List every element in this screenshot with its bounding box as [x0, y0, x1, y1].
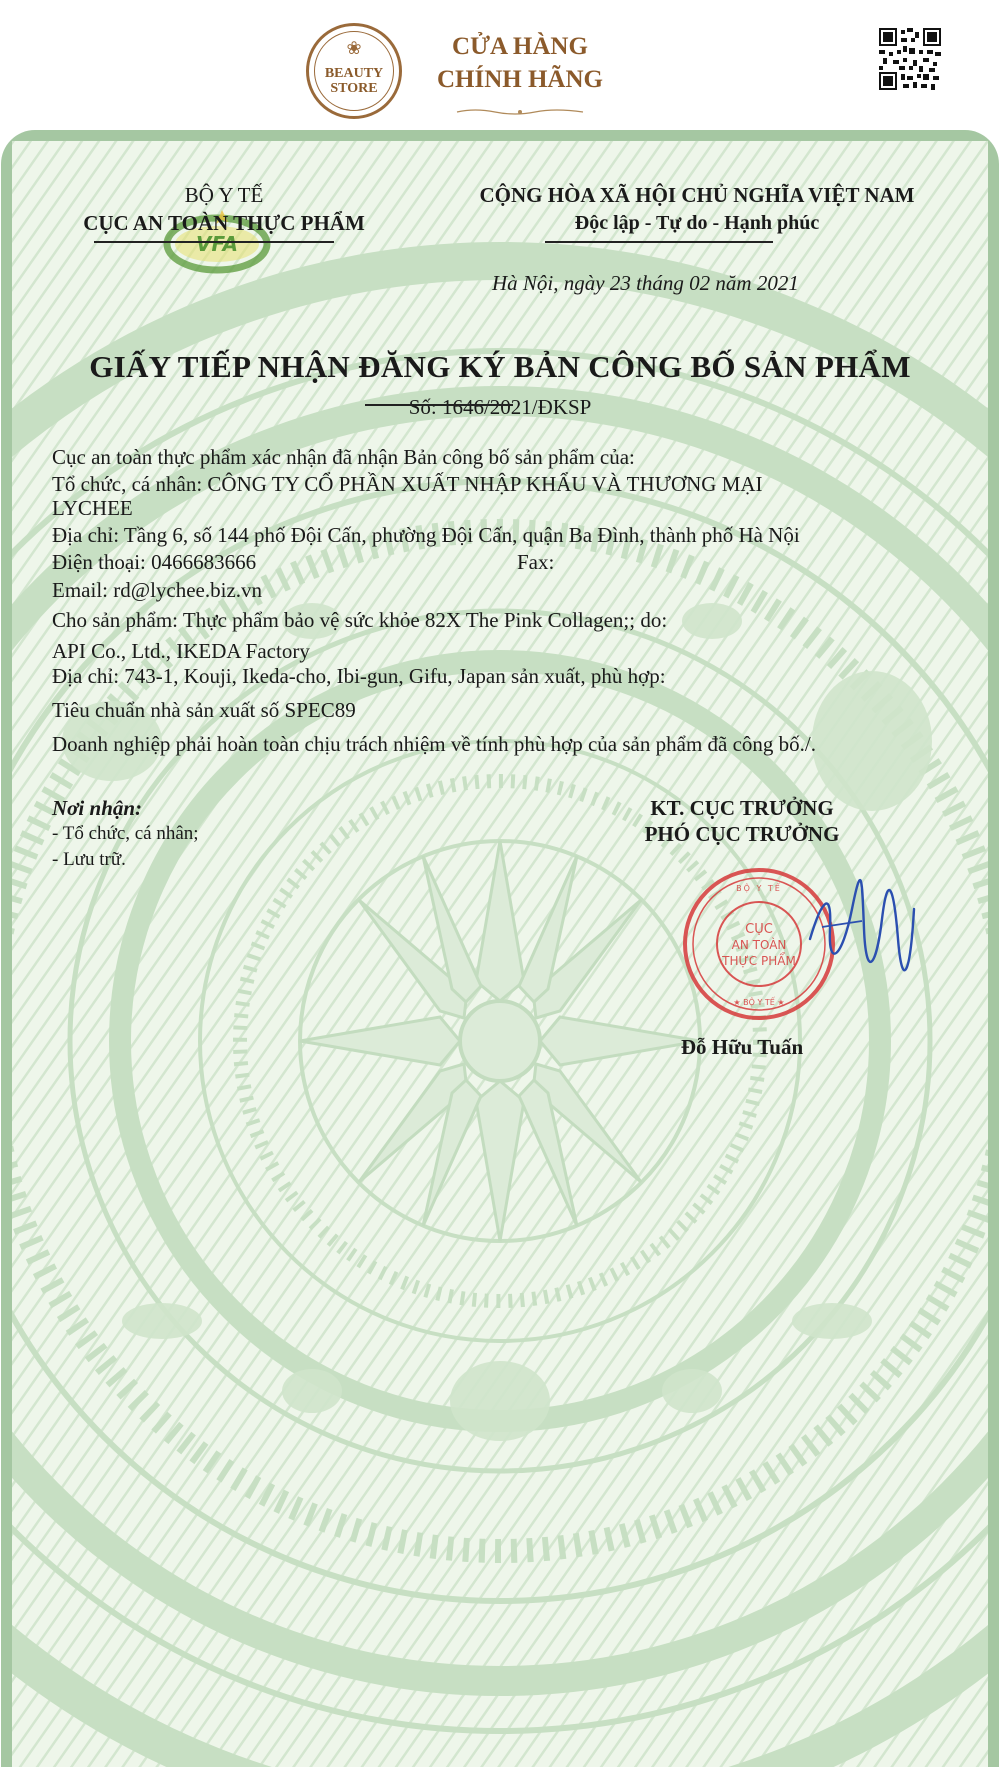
qr-code-icon[interactable]	[879, 28, 941, 90]
certificate-frame	[1, 130, 999, 1767]
signatory-title-line2: PHÓ CỤC TRƯỞNG	[644, 822, 840, 846]
store-title-line1: CỬA HÀNG	[452, 33, 588, 60]
recipients-block	[52, 795, 199, 873]
signatory-title	[612, 795, 872, 847]
organization-address: Địa chỉ: Tầng 6, số 144 phố Đội Cấn, phường Đội Cấn, quận Ba Đình, thành phố Hà Nội	[52, 523, 800, 547]
svg-text:BỘ Y TẾ: BỘ Y TẾ	[736, 884, 782, 893]
certificate-title: GIẤY TIẾP NHẬN ĐĂNG KÝ BẢN CÔNG BỐ SẢN PHẨM	[89, 349, 911, 384]
svg-text:THỰC PHẨM: THỰC PHẨM	[722, 954, 796, 968]
title-underline	[365, 404, 513, 406]
responsibility-line: Doanh nghiệp phải hoàn toàn chịu trách nhiệm về tính phù hợp của sản phẩm đã công bố./.	[52, 732, 816, 756]
intro-text: Cục an toàn thực phẩm xác nhận đã nhận Bản công bố sản phẩm của:	[52, 445, 635, 469]
issue-date: Hà Nội, ngày 23 tháng 02 năm 2021	[492, 271, 799, 295]
logo-line1: BEAUTY	[324, 66, 384, 81]
national-header	[407, 181, 987, 237]
svg-text:AN TOÀN: AN TOÀN	[731, 938, 787, 952]
department-name: CỤC AN TOÀN THỰC PHẨM	[83, 211, 365, 235]
recipient-item: - Tổ chức, cá nhân;	[52, 823, 199, 844]
logo-line2: STORE	[330, 81, 378, 96]
product-line: Cho sản phẩm: Thực phẩm bảo vệ sức khỏe 82X The Pink Collagen;; do:	[52, 608, 668, 632]
manufacturer-address: Địa chỉ: 743-1, Kouji, Ikeda-cho, Ibi-gun, Gifu, Japan sản xuất, phù hợp:	[52, 664, 666, 688]
ornament-divider-icon	[455, 108, 585, 116]
standard-line: Tiêu chuẩn nhà sản xuất số SPEC89	[52, 698, 356, 722]
manufacturer-name: API Co., Ltd., IKEDA Factory	[52, 639, 310, 663]
vfa-logo-text: VFA	[195, 232, 239, 256]
agency-underline	[94, 241, 334, 243]
svg-text:CỤC: CỤC	[745, 922, 773, 937]
recipients-heading: Nơi nhận:	[52, 796, 143, 820]
organization-line1: Tổ chức, cá nhân: CÔNG TY CỔ PHẦN XUẤT NHẬP KHẨU VÀ THƯƠNG MẠI	[52, 472, 763, 496]
lotus-icon: ❀	[346, 38, 362, 58]
store-title-line2: CHÍNH HÃNG	[437, 66, 603, 93]
certificate-number: Số: 1646/2021/ĐKSP	[408, 395, 592, 419]
recipient-item: - Lưu trữ.	[52, 849, 126, 870]
beauty-store-logo	[306, 23, 402, 119]
fax-label: Fax:	[517, 550, 555, 574]
organization-line2: LYCHEE	[52, 496, 133, 520]
svg-text:★ BỘ Y TẾ ★: ★ BỘ Y TẾ ★	[733, 998, 785, 1007]
certificate-paper	[12, 141, 988, 1767]
signatory-name: Đỗ Hữu Tuấn	[680, 1035, 804, 1059]
email-address: Email: rd@lychee.biz.vn	[52, 578, 263, 602]
ministry-name: BỘ Y TẾ	[184, 183, 264, 207]
national-motto: Độc lập - Tự do - Hạnh phúc	[574, 212, 820, 234]
republic-name: CỘNG HÒA XÃ HỘI CHỦ NGHĨA VIỆT NAM	[479, 183, 915, 207]
motto-underline	[545, 241, 773, 243]
signatory-title-line1: KT. CỤC TRƯỞNG	[650, 796, 834, 820]
handwritten-signature-icon	[802, 869, 922, 989]
store-header	[0, 0, 1000, 128]
store-title	[430, 30, 610, 96]
issuing-agency	[44, 181, 404, 237]
phone-number: Điện thoại: 0466683666	[52, 550, 257, 574]
